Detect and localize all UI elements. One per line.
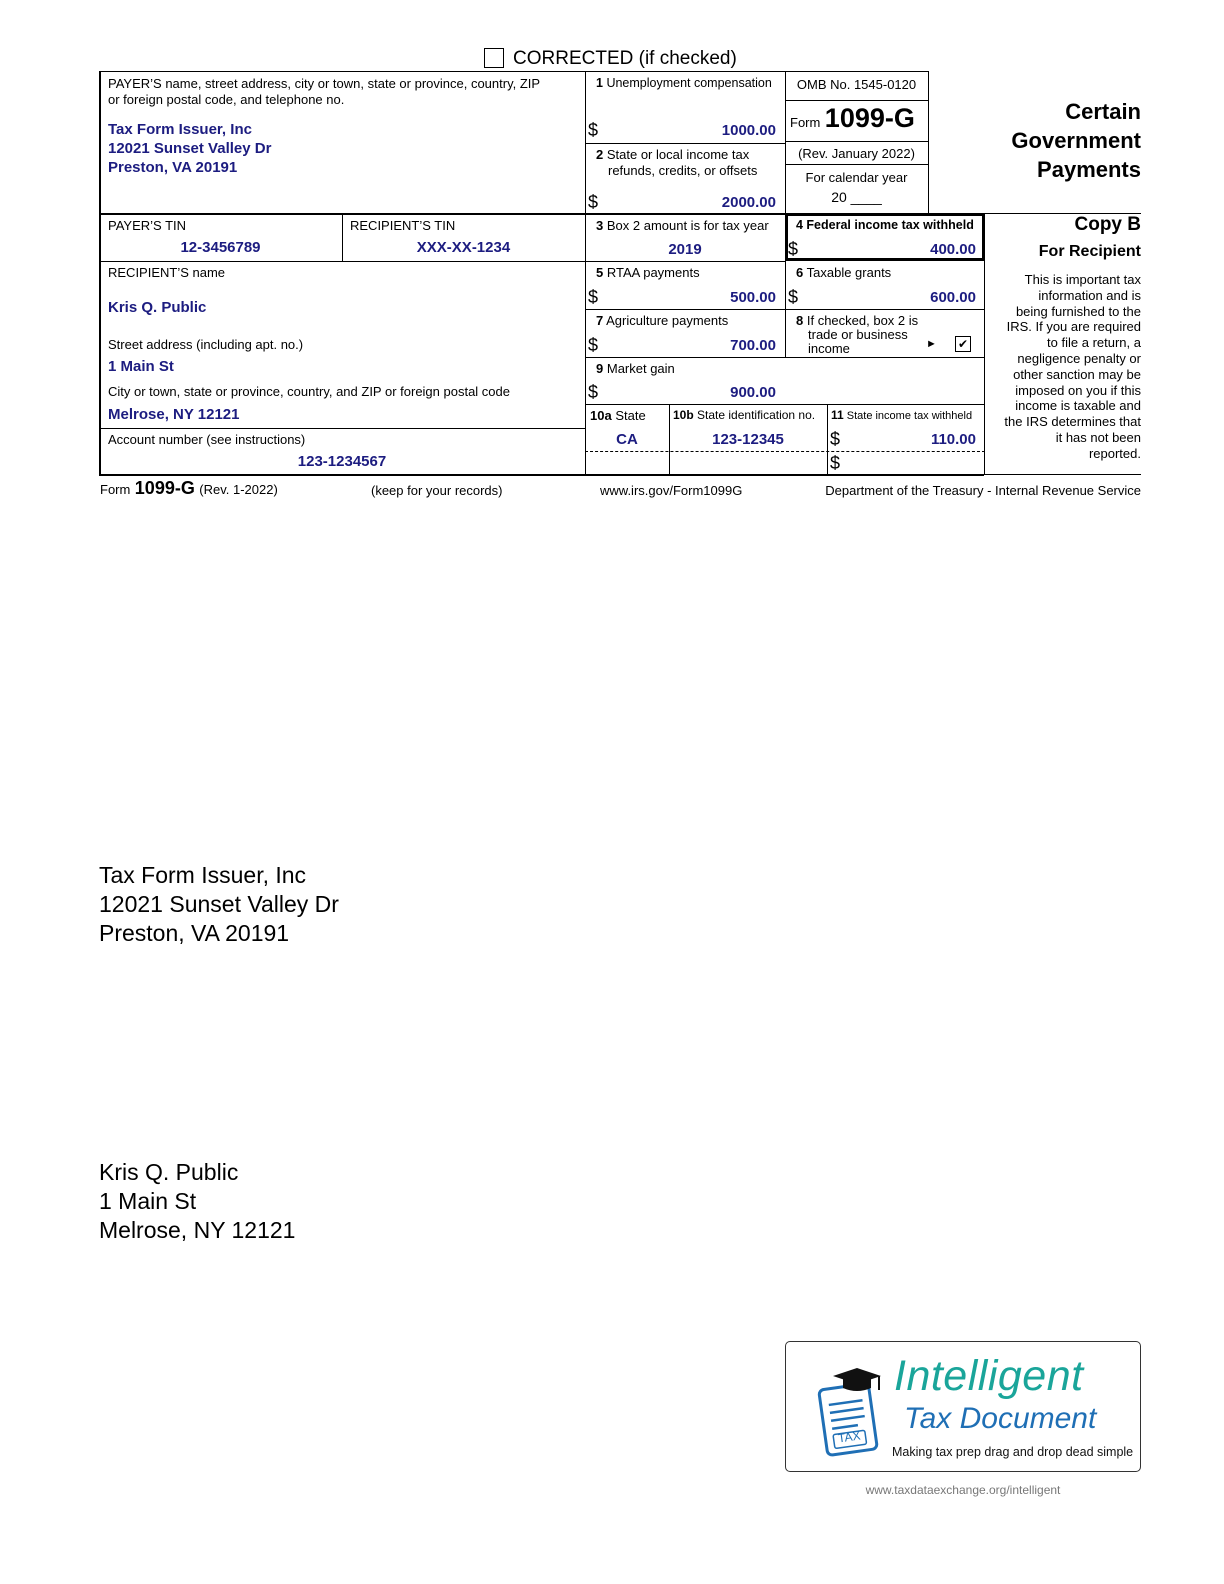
box11-dollar: $ bbox=[830, 429, 841, 449]
recipient-name[interactable]: Kris Q. Public bbox=[108, 299, 207, 316]
box6-value[interactable]: 600.00 bbox=[930, 289, 976, 306]
notice-line: the IRS determines that bbox=[1004, 414, 1141, 430]
sender-line: Preston, VA 20191 bbox=[99, 920, 290, 946]
recipient-street[interactable]: 1 Main St bbox=[108, 358, 174, 375]
footer-url: www.irs.gov/Form1099G bbox=[600, 483, 743, 498]
form-title bbox=[940, 97, 1141, 184]
recipient-city[interactable]: Melrose, NY 12121 bbox=[108, 406, 240, 423]
corrected-checkbox[interactable] bbox=[484, 48, 504, 68]
box3-text: Box 2 amount is for tax year bbox=[606, 218, 769, 233]
intelligent-tax-logo bbox=[785, 1341, 1141, 1472]
box1-value[interactable]: 1000.00 bbox=[721, 122, 776, 139]
form-word: Form bbox=[790, 115, 821, 130]
box10a-text: State bbox=[615, 408, 646, 423]
notice-line: negligence penalty or bbox=[1017, 350, 1141, 366]
logo-word2: Tax Document bbox=[904, 1402, 1097, 1435]
recipient-line: 1 Main St bbox=[99, 1188, 197, 1214]
logo-word1: Intelligent bbox=[894, 1352, 1084, 1400]
notice-line: This is important tax bbox=[1024, 272, 1141, 287]
box11-number: 11 bbox=[831, 408, 844, 422]
form-id bbox=[790, 103, 926, 134]
notice-line: reported. bbox=[1088, 445, 1141, 461]
recipient-address bbox=[99, 1158, 295, 1245]
calendar-year-label: For calendar year bbox=[805, 170, 908, 185]
payer-city[interactable]: Preston, VA 20191 bbox=[108, 159, 238, 176]
box8-label-line1 bbox=[796, 313, 918, 328]
arrow-right-icon: ► bbox=[926, 338, 937, 350]
box8-label-line3: income bbox=[808, 341, 850, 356]
box3-value[interactable]: 2019 bbox=[668, 241, 702, 258]
box9-label bbox=[596, 361, 675, 376]
box6-label bbox=[796, 265, 891, 280]
box7-label bbox=[596, 313, 728, 328]
box10b-value[interactable]: 123-12345 bbox=[712, 431, 784, 448]
payer-tin-label: PAYER’S TIN bbox=[108, 218, 187, 233]
recipient-name-label: RECIPIENT’S name bbox=[108, 265, 226, 280]
box8-number: 8 bbox=[796, 313, 804, 328]
logo-icon-text: TAX bbox=[837, 1428, 862, 1446]
box10a-label bbox=[590, 408, 646, 423]
sender-line: 12021 Sunset Valley Dr bbox=[99, 891, 339, 917]
notice-line: information and is bbox=[1038, 287, 1141, 303]
notice-line: IRS. If you are required bbox=[1006, 319, 1141, 335]
calendar-year-value[interactable]: 20 ____ bbox=[831, 189, 882, 205]
box6-text: Taxable grants bbox=[806, 265, 892, 280]
copy-b: Copy B bbox=[1074, 214, 1141, 235]
sender-line: Tax Form Issuer, Inc bbox=[99, 862, 307, 888]
box2-value[interactable]: 2000.00 bbox=[721, 194, 776, 211]
box2-number: 2 bbox=[596, 147, 604, 162]
box1-number: 1 bbox=[596, 76, 603, 90]
box6-dollar: $ bbox=[788, 287, 799, 307]
box6-number: 6 bbox=[796, 265, 804, 280]
box4-value[interactable]: 400.00 bbox=[930, 241, 976, 258]
recipient-tin-label: RECIPIENT’S TIN bbox=[350, 218, 456, 233]
street-label: Street address (including apt. no.) bbox=[108, 337, 304, 352]
recipient-line: Melrose, NY 12121 bbox=[99, 1217, 296, 1243]
box7-value[interactable]: 700.00 bbox=[730, 337, 776, 354]
box2-label-line1 bbox=[596, 147, 749, 162]
payer-street[interactable]: 12021 Sunset Valley Dr bbox=[108, 140, 272, 157]
footer-form-number: 1099-G bbox=[134, 478, 195, 498]
notice-text bbox=[988, 272, 1141, 462]
box3-label bbox=[596, 218, 769, 233]
for-recipient: For Recipient bbox=[1038, 243, 1141, 260]
box10b-label bbox=[673, 408, 815, 423]
box5-dollar: $ bbox=[588, 287, 599, 307]
box11-label bbox=[831, 408, 972, 424]
footer-keep: (keep for your records) bbox=[371, 483, 503, 498]
box11-dollar-2: $ bbox=[830, 453, 841, 473]
box7-number: 7 bbox=[596, 313, 604, 328]
box2-label-line2: refunds, credits, or offsets bbox=[608, 163, 758, 178]
payer-tin[interactable]: 12-3456789 bbox=[180, 239, 261, 256]
box1-label bbox=[596, 76, 772, 91]
box4-label: 4 Federal income tax withheld bbox=[796, 218, 974, 232]
tax-document-icon bbox=[811, 1364, 891, 1459]
corrected-label: CORRECTED (if checked) bbox=[513, 48, 737, 69]
notice-line: it has not been bbox=[1055, 429, 1141, 445]
logo-tagline: Making tax prep drag and drop dead simple bbox=[892, 1445, 1134, 1459]
box10a-number: 10a bbox=[590, 408, 612, 423]
box5-text: RTAA payments bbox=[606, 265, 700, 280]
box3-number: 3 bbox=[596, 218, 604, 233]
box8-text: If checked, box 2 is bbox=[806, 313, 919, 328]
notice-line: to file a return, a bbox=[1047, 335, 1141, 351]
box11-value[interactable]: 110.00 bbox=[930, 431, 976, 448]
account-label: Account number (see instructions) bbox=[108, 432, 306, 447]
box1-text: Unemployment compensation bbox=[606, 76, 772, 90]
notice-line: other sanction may be bbox=[1013, 366, 1141, 382]
footer-form-word: Form bbox=[100, 482, 131, 497]
box5-label bbox=[596, 265, 700, 280]
city-label: City or town, state or province, country, and ZIP or foreign postal code bbox=[108, 384, 510, 399]
box2-text: State or local income tax bbox=[606, 147, 750, 162]
box10b-number: 10b bbox=[673, 408, 694, 422]
box9-value[interactable]: 900.00 bbox=[730, 384, 776, 401]
box10b-text: State identification no. bbox=[697, 408, 816, 422]
box9-number: 9 bbox=[596, 361, 604, 376]
box4-dollar: $ bbox=[788, 239, 799, 259]
recipient-line: Kris Q. Public bbox=[99, 1159, 239, 1185]
box5-number: 5 bbox=[596, 265, 604, 280]
box1-dollar: $ bbox=[588, 120, 599, 140]
notice-line: being furnished to the bbox=[1015, 303, 1141, 319]
form-title-line1: Certain bbox=[1065, 99, 1141, 124]
omb-number: OMB No. 1545-0120 bbox=[796, 77, 917, 92]
box2-dollar: $ bbox=[588, 192, 599, 212]
footer-department: Department of the Treasury - Internal Revenue Service bbox=[825, 483, 1141, 498]
notice-line: income is taxable and bbox=[1015, 398, 1141, 414]
box9-text: Market gain bbox=[606, 361, 675, 376]
footer-rev: (Rev. 1-2022) bbox=[199, 482, 278, 497]
account-value[interactable]: 123-1234567 bbox=[297, 453, 387, 470]
footer-form-id bbox=[100, 478, 278, 499]
notice-line: imposed on you if this bbox=[1015, 382, 1141, 398]
payer-label-line2: or foreign postal code, and telephone no. bbox=[108, 92, 345, 107]
checkmark-icon: ✔ bbox=[957, 337, 969, 351]
payer-name[interactable]: Tax Form Issuer, Inc bbox=[108, 121, 252, 138]
box7-dollar: $ bbox=[588, 335, 599, 355]
sender-address bbox=[99, 861, 339, 948]
box9-dollar: $ bbox=[588, 382, 599, 402]
recipient-tin[interactable]: XXX-XX-1234 bbox=[416, 239, 511, 256]
box5-value[interactable]: 500.00 bbox=[730, 289, 776, 306]
box10a-value[interactable]: CA bbox=[616, 431, 638, 448]
payer-label-line1: PAYER’S name, street address, city or town, state or province, country, ZIP bbox=[108, 76, 541, 91]
box8-label-line2: trade or business bbox=[808, 327, 908, 342]
form-number: 1099-G bbox=[824, 103, 915, 133]
form-title-line3: Payments bbox=[1037, 157, 1141, 182]
logo-url[interactable]: www.taxdataexchange.org/intelligent bbox=[865, 1483, 1061, 1497]
form-title-line2: Government bbox=[1011, 128, 1141, 153]
form-revision: (Rev. January 2022) bbox=[798, 146, 915, 161]
box11-text: State income tax withheld bbox=[846, 410, 973, 422]
box8-checkbox[interactable] bbox=[955, 336, 971, 352]
box7-text: Agriculture payments bbox=[606, 313, 729, 328]
